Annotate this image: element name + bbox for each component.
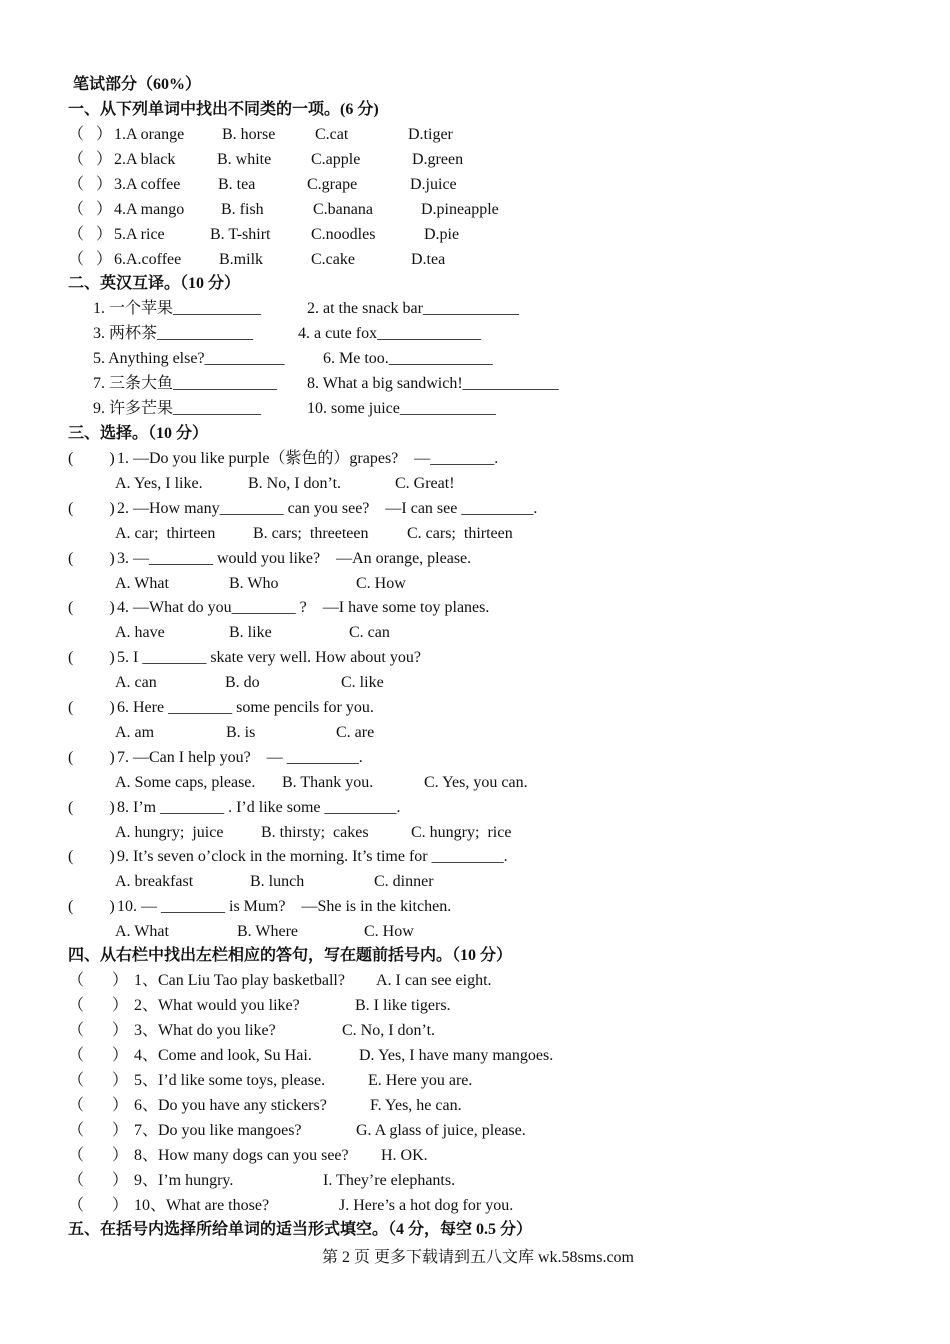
choice-c: C. cars; thirteen (407, 525, 513, 542)
answer-bracket[interactable]: （ ） (68, 151, 113, 168)
question-text: 5. I ________ skate very well. How about you? (117, 649, 421, 666)
answer-bracket[interactable]: （ ） (68, 1172, 129, 1189)
answer-bracket[interactable]: ( ) (68, 649, 115, 666)
right-answer: A. I can see eight. (376, 972, 492, 989)
option-c: C.banana (313, 201, 373, 218)
choice-c: C. like (341, 674, 384, 691)
option-a: 1.A orange (114, 126, 185, 143)
section-5-title: 五、在括号内选择所给单词的适当形式填空。（4 分，每空 0.5 分） (68, 1221, 533, 1238)
question-text: 4. —What do you________ ? —I have some toy planes. (117, 599, 490, 616)
left-question: 7、Do you like mangoes? (134, 1122, 302, 1139)
question-text: 3. —________ would you like? —An orange, please. (117, 550, 472, 567)
option-a: 3.A coffee (114, 176, 181, 193)
answer-bracket[interactable]: （ ） (68, 251, 113, 268)
right-answer: I. They’re elephants. (323, 1172, 456, 1189)
option-b: B. horse (222, 126, 276, 143)
answer-bracket[interactable]: （ ） (68, 1072, 129, 1089)
question-text: 10. — ________ is Mum? —She is in the kitchen. (117, 898, 452, 915)
page-header: 笔试部分（60%） (73, 76, 202, 93)
answer-bracket[interactable]: ( ) (68, 848, 115, 865)
translation-item-left: 1. 一个苹果___________ (93, 300, 262, 317)
choice-a: A. am (115, 724, 155, 741)
option-a: 4.A mango (114, 201, 185, 218)
answer-bracket[interactable]: ( ) (68, 550, 115, 567)
choice-a: A. have (115, 624, 165, 641)
choice-b: B. like (229, 624, 272, 641)
left-question: 8、How many dogs can you see? (134, 1147, 349, 1164)
question-text: 7. —Can I help you? — _________. (117, 749, 363, 766)
choice-b: B. cars; threeteen (253, 525, 369, 542)
choice-a: A. car; thirteen (115, 525, 216, 542)
answer-bracket[interactable]: （ ） (68, 997, 129, 1014)
choice-a: A. Some caps, please. (115, 774, 256, 791)
question-text: 9. It’s seven o’clock in the morning. It’s time for _________. (117, 848, 508, 865)
right-answer: D. Yes, I have many mangoes. (359, 1047, 554, 1064)
answer-bracket[interactable]: （ ） (68, 1047, 129, 1064)
question-text: 6. Here ________ some pencils for you. (117, 699, 374, 716)
choice-b: B. Thank you. (282, 774, 374, 791)
option-b: B. white (217, 151, 272, 168)
option-d: D.green (412, 151, 464, 168)
right-answer: G. A glass of juice, please. (356, 1122, 526, 1139)
option-c: C.cake (311, 251, 355, 268)
answer-bracket[interactable]: （ ） (68, 972, 129, 989)
option-b: B. fish (221, 201, 264, 218)
option-d: D.tea (411, 251, 446, 268)
option-b: B.milk (219, 251, 264, 268)
answer-bracket[interactable]: （ ） (68, 176, 113, 193)
option-a: 6.A.coffee (114, 251, 182, 268)
choice-a: A. What (115, 923, 169, 940)
option-d: D.pie (424, 226, 460, 243)
choice-b: B. thirsty; cakes (261, 824, 369, 841)
right-answer: C. No, I don’t. (342, 1022, 436, 1039)
section-4-title: 四、从右栏中找出左栏相应的答句，写在题前括号内。（10 分） (68, 947, 513, 964)
option-d: D.pineapple (421, 201, 499, 218)
left-question: 2、What would you like? (134, 997, 300, 1014)
right-answer: J. Here’s a hot dog for you. (339, 1197, 514, 1214)
choice-b: B. lunch (250, 873, 305, 890)
section-3-title: 三、选择。（10 分） (68, 425, 209, 442)
choice-c: C. How (364, 923, 414, 940)
left-question: 6、Do you have any stickers? (134, 1097, 327, 1114)
right-answer: B. I like tigers. (355, 997, 451, 1014)
option-b: B. T-shirt (210, 226, 271, 243)
section-2-title: 二、英汉互译。（10 分） (68, 275, 241, 292)
answer-bracket[interactable]: ( ) (68, 450, 115, 467)
question-text: 8. I’m ________ . I’d like some _________. (117, 799, 401, 816)
answer-bracket[interactable]: （ ） (68, 1097, 129, 1114)
option-a: 5.A rice (114, 226, 165, 243)
left-question: 9、I’m hungry. (134, 1172, 234, 1189)
translation-item-left: 5. Anything else?__________ (93, 350, 285, 367)
left-question: 5、I’d like some toys, please. (134, 1072, 326, 1089)
translation-item-left: 7. 三条大鱼_____________ (93, 375, 278, 392)
right-answer: F. Yes, he can. (370, 1097, 462, 1114)
choice-b: B. Who (229, 575, 279, 592)
choice-b: B. Where (237, 923, 299, 940)
option-c: C.apple (311, 151, 361, 168)
option-d: D.juice (410, 176, 457, 193)
choice-c: C. hungry; rice (411, 824, 512, 841)
answer-bracket[interactable]: ( ) (68, 898, 115, 915)
translation-item-right: 6. Me too._____________ (323, 350, 493, 367)
answer-bracket[interactable]: （ ） (68, 1022, 129, 1039)
choice-b: B. No, I don’t. (248, 475, 342, 492)
answer-bracket[interactable]: （ ） (68, 201, 113, 218)
option-c: C.cat (315, 126, 349, 143)
choice-a: A. breakfast (115, 873, 194, 890)
translation-item-right: 10. some juice____________ (307, 400, 496, 417)
right-answer: E. Here you are. (368, 1072, 473, 1089)
translation-item-left: 3. 两杯茶____________ (93, 325, 254, 342)
choice-b: B. do (225, 674, 260, 691)
choice-c: C. dinner (374, 873, 434, 890)
translation-item-right: 4. a cute fox_____________ (298, 325, 482, 342)
question-text: 2. —How many________ can you see? —I can see _________. (117, 500, 538, 517)
option-c: C.grape (307, 176, 358, 193)
option-c: C.noodles (311, 226, 376, 243)
answer-bracket[interactable]: ( ) (68, 500, 115, 517)
answer-bracket[interactable]: ( ) (68, 749, 115, 766)
left-question: 3、What do you like? (134, 1022, 276, 1039)
left-question: 4、Come and look, Su Hai. (134, 1047, 312, 1064)
page-footer: 第 2 页 更多下载请到五八文库 wk.58sms.com (322, 1249, 635, 1266)
answer-bracket[interactable]: （ ） (68, 126, 113, 143)
choice-c: C. can (349, 624, 390, 641)
choice-a: A. What (115, 575, 169, 592)
question-text: 1. —Do you like purple（紫色的）grapes? —________. (117, 450, 499, 467)
translation-item-right: 2. at the snack bar____________ (307, 300, 519, 317)
answer-bracket[interactable]: （ ） (68, 226, 113, 243)
choice-a: A. can (115, 674, 157, 691)
left-question: 1、Can Liu Tao play basketball? (134, 972, 345, 989)
answer-bracket[interactable]: ( ) (68, 799, 115, 816)
choice-c: C. Yes, you can. (424, 774, 528, 791)
translation-item-left: 9. 许多芒果___________ (93, 400, 262, 417)
translation-item-right: 8. What a big sandwich!____________ (307, 375, 559, 392)
answer-bracket[interactable]: （ ） (68, 1147, 129, 1164)
left-question: 10、What are those? (134, 1197, 270, 1214)
option-a: 2.A black (114, 151, 176, 168)
choice-b: B. is (226, 724, 256, 741)
choice-a: A. hungry; juice (115, 824, 224, 841)
right-answer: H. OK. (381, 1147, 428, 1164)
answer-bracket[interactable]: ( ) (68, 699, 115, 716)
section-1-title: 一、从下列单词中找出不同类的一项。(6 分) (68, 101, 379, 118)
answer-bracket[interactable]: （ ） (68, 1122, 129, 1139)
choice-a: A. Yes, I like. (115, 475, 203, 492)
answer-bracket[interactable]: （ ） (68, 1197, 129, 1214)
choice-c: C. Great! (395, 475, 455, 492)
choice-c: C. are (336, 724, 375, 741)
option-d: D.tiger (408, 126, 453, 143)
answer-bracket[interactable]: ( ) (68, 599, 115, 616)
choice-c: C. How (356, 575, 406, 592)
option-b: B. tea (218, 176, 256, 193)
